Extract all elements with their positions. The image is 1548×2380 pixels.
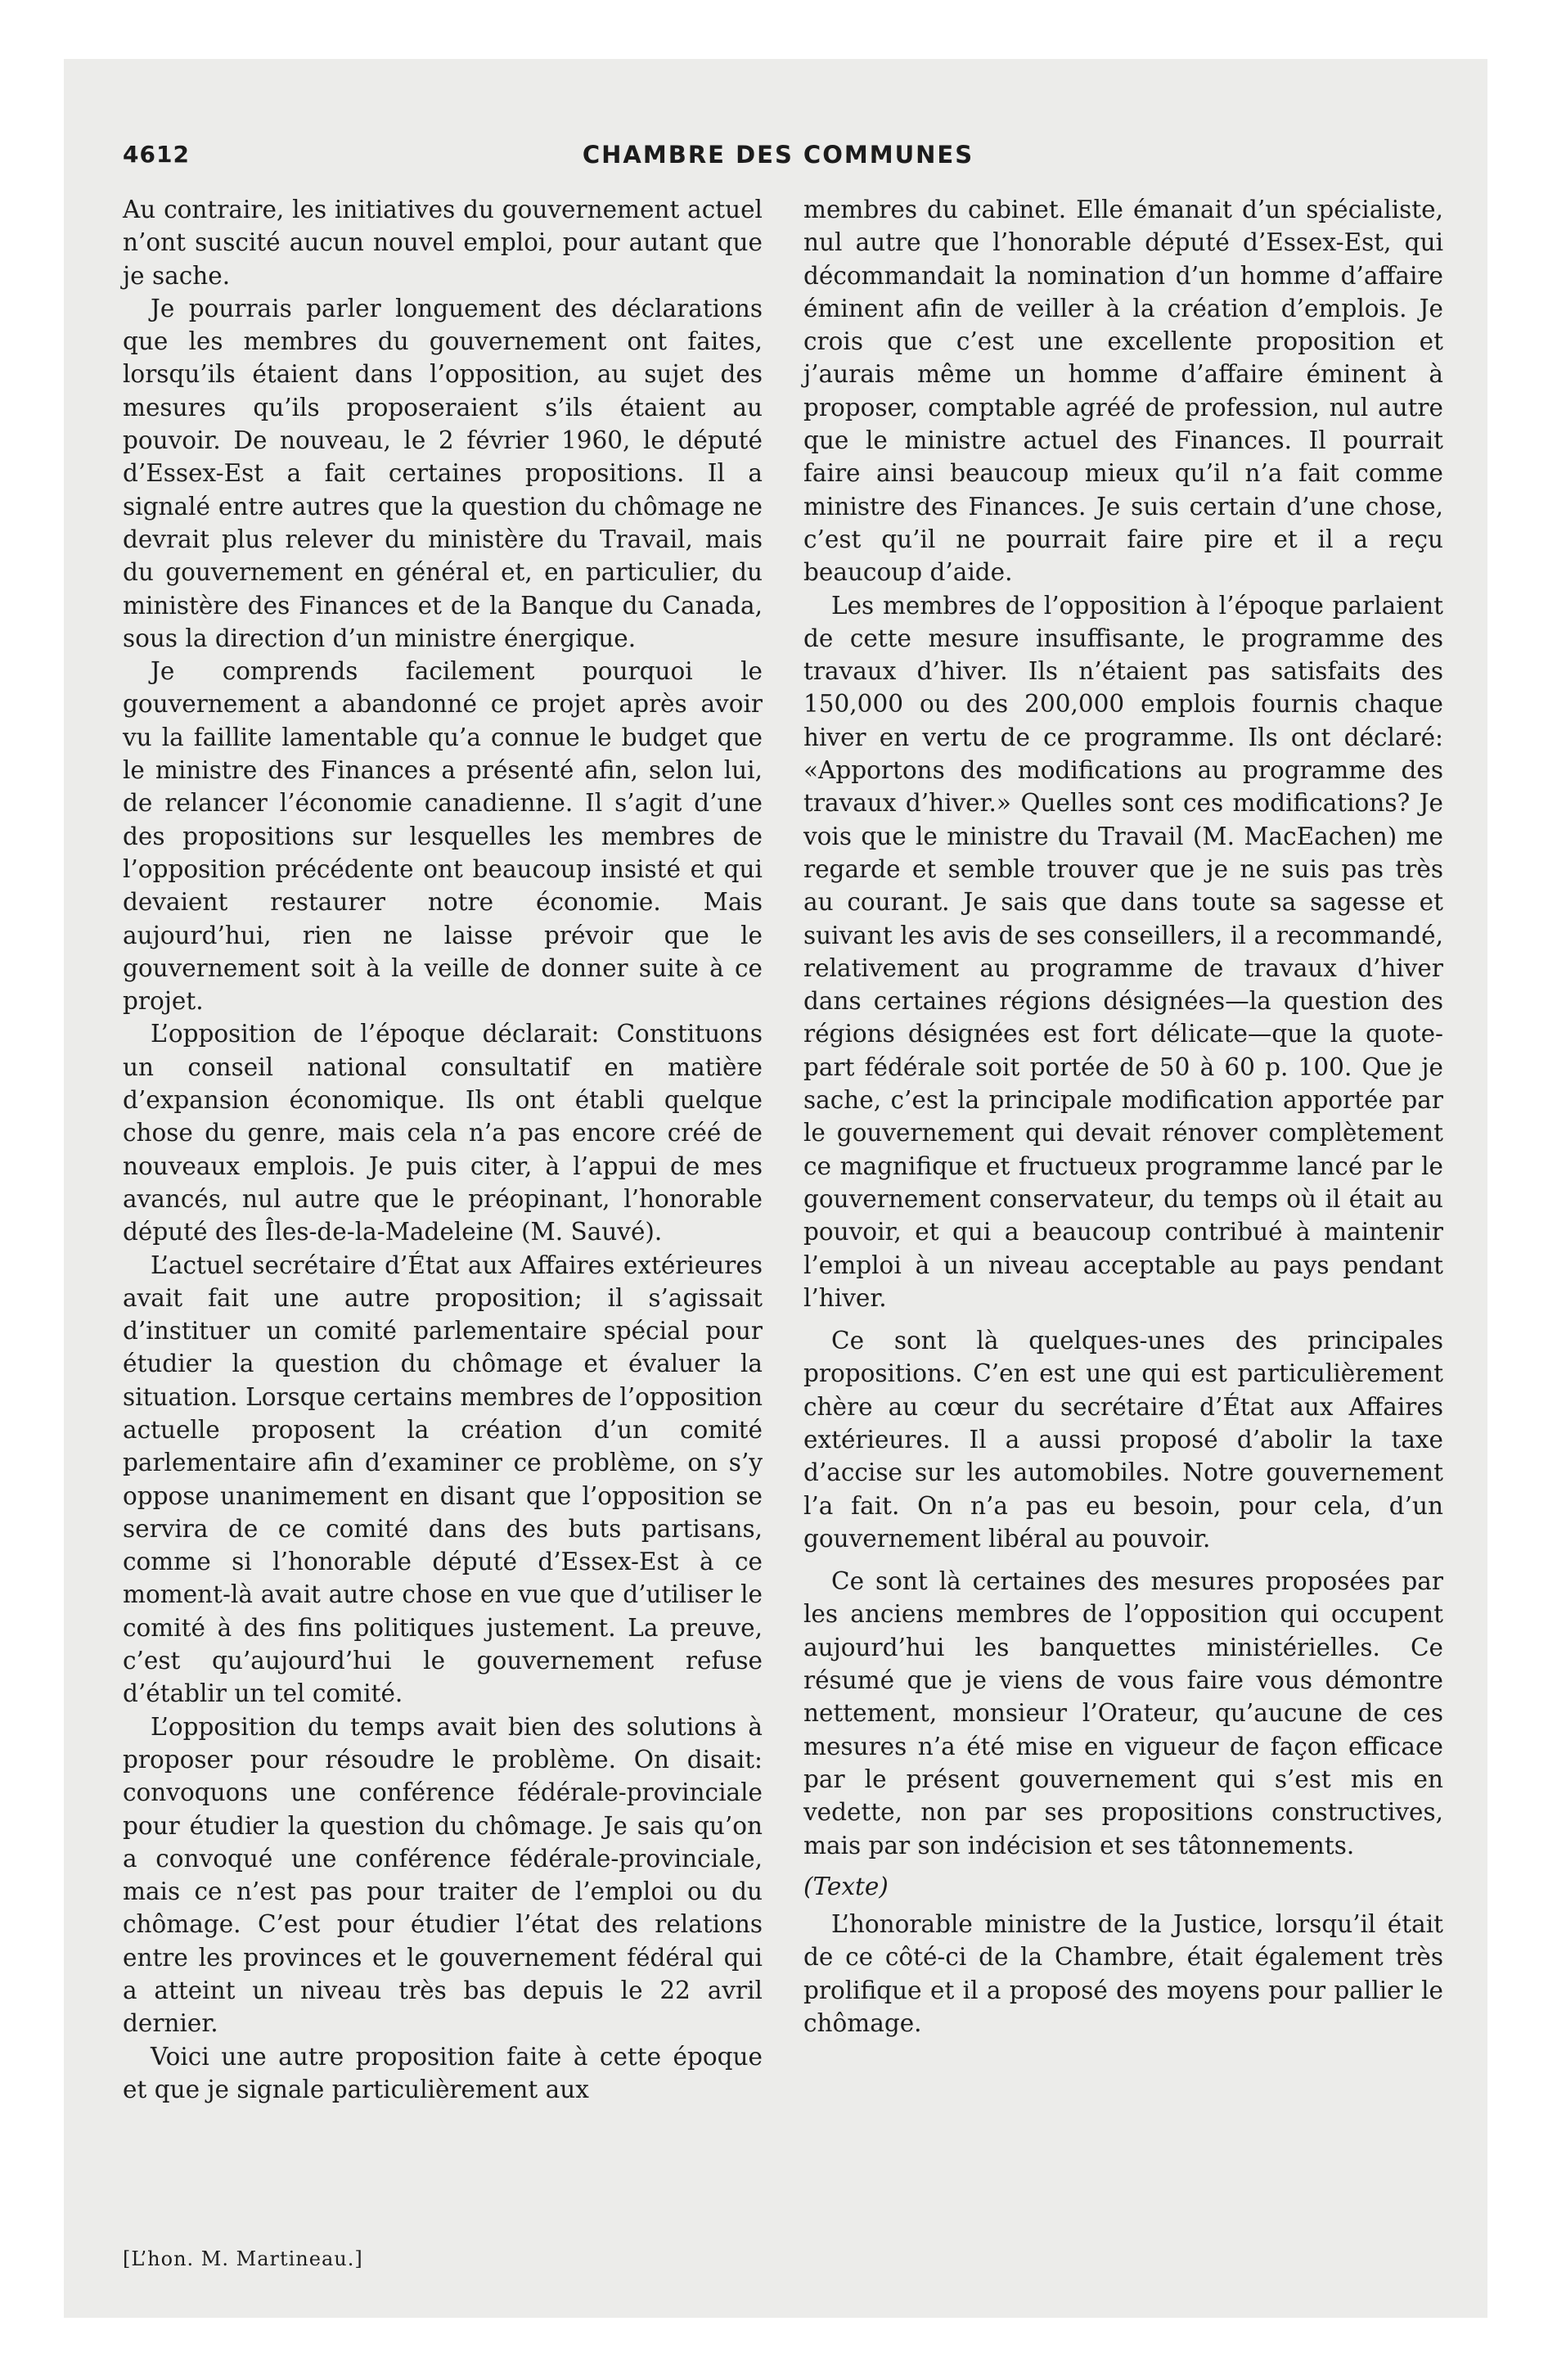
paragraph: membres du cabinet. Elle émanait d’un spécialiste, nul autre que l’honorable député d’Essex-Est, qui décommandait la nomination d’un homme d’affaire éminent afin de veiller à la création d’emplois. Je crois que c’est une excellente proposition et j’aurais même un homme d’affaire éminent à proposer, comptable agréé de profession, nul autre que le ministre actuel des Finances. Il pourrait faire ainsi beaucoup mieux qu’il n’a fait comme ministre des Finances. Je suis certain d’une chose, c’est qu’il ne pourrait faire pire et il a reçu beaucoup d’aide.	[803, 196, 1443, 587]
speaker-attribution: [L’hon. M. Martineau.]	[123, 2247, 363, 2270]
paragraph: L’honorable ministre de la Justice, lorsqu’il était de ce côté-ci de la Chambre, était également très prolifique et il a proposé des moyens pour pallier le chômage.	[803, 1910, 1443, 2038]
paragraph: L’opposition du temps avait bien des solutions à proposer pour résoudre le problème. On disait: convoquons une conférence fédérale-provinciale pour étudier la question du chômage. Je sais qu’on a convoqué une conférence fédérale-provinciale, mais ce n’est pas pour traiter de l’emploi ou du chômage. C’est pour étudier l’état des relations entre les provinces et le gouvernement fédéral qui a atteint un niveau très bas depuis le 22 avril dernier.	[123, 1712, 763, 2038]
paragraph: Voici une autre proposition faite à cette époque et que je signale particulièrement aux	[123, 2042, 763, 2103]
paragraph: Je comprends facilement pourquoi le gouvernement a abandonné ce projet après avoir vu la faillite lamentable qu’a connue le budget que le ministre des Finances a présenté afin, selon lui, de relancer l’économie canadienne. Il s’agit d’une des propositions sur lesquelles les membres de l’opposition précédente ont beaucoup insisté et qui devaient restaurer notre économie. Mais aujourd’hui, rien ne laisse prévoir que le gouvernement soit à la veille de donner suite à ce projet.	[123, 657, 763, 1016]
paragraph: Je pourrais parler longuement des déclarations que les membres du gouvernement ont faites, lorsqu’ils étaient dans l’opposition, au sujet des mesures qu’ils proposeraient s’ils étaient au pouvoir. De nouveau, le 2 février 1960, le député d’Essex-Est a fait certaines propositions. Il a signalé entre autres que la question du chômage ne devrait plus relever du ministère du Travail, mais du gouvernement en général et, en particulier, du ministère des Finances et de la Banque du Canada, sous la direction d’un ministre énergique.	[123, 294, 763, 652]
paragraph: Au contraire, les initiatives du gouvernement actuel n’ont suscité aucun nouvel emploi, pour autant que je sache.	[123, 196, 763, 290]
paragraph: Ce sont là certaines des mesures proposées par les anciens membres de l’opposition qui occupent aujourd’hui les banquettes ministérielles. Ce résumé que je viens de vous faire vous démontre nettement, monsieur l’Orateur, qu’aucune de ces mesures n’a été mise en vigueur de façon efficace par le présent gouvernement qui s’est mis en vedette, non par ses propositions constructives, mais par son indécision et ses tâtonnements.	[803, 1567, 1443, 1859]
page-number: 4612	[123, 141, 190, 168]
paragraph: Les membres de l’opposition à l’époque parlaient de cette mesure insuffisante, le programme des travaux d’hiver. Ils n’étaient pas satisfaits des 150,000 ou des 200,000 emplois fournis chaque hiver en vertu de ce programme. Ils ont déclaré: «Apportons des modifications au programme des travaux d’hiver.» Quelles sont ces modifications? Je vois que le ministre du Travail (M. MacEachen) me regarde et semble trouver que je ne suis pas très au courant. Je sais que dans toute sa sagesse et suivant les avis de ses conseillers, il a recommandé, relativement au programme de travaux d’hiver dans certaines régions désignées—la question des régions désignées est fort délicate—que la quote-part fédérale soit portée de 50 à 60 p. 100. Que je sache, c’est la principale modification apportée par le gouvernement qui devait rénover complètement ce magnifique et fructueux programme lancé par le gouvernement conservateur, du temps où il était au pouvoir, et qui a beaucoup contribué à maintenir l’emploi à un niveau acceptable au pays pendant l’hiver.	[803, 591, 1443, 1312]
left-column	[123, 193, 763, 2106]
paragraph: L’opposition de l’époque déclarait: Constituons un conseil national consultatif en matière d’expansion économique. Ils ont établi quelque chose du genre, mais cela n’a pas encore créé de nouveaux emplois. Je puis citer, à l’appui de mes avancés, nul autre que le préopinant, l’honorable député des Îles-de-la-Madeleine (M. Sauvé).	[123, 1020, 763, 1246]
running-head: CHAMBRE DES COMMUNES	[582, 141, 974, 169]
paragraph: L’actuel secrétaire d’État aux Affaires extérieures avait fait une autre proposition; il s’agissait d’instituer un comité parlementaire spécial pour étudier la question du chômage et évaluer la situation. Lorsque certains membres de l’opposition actuelle proposent la création d’un comité parlementaire afin d’examiner ce problème, on s’y oppose unanimement en disant que l’opposition se servira de ce comité dans des buts partisans, comme si l’honorable député d’Essex-Est à ce moment-là avait autre chose en vue que d’utiliser le comité à des fins politiques justement. La preuve, c’est qu’aujourd’hui le gouvernement refuse d’établir un tel comité.	[123, 1251, 763, 1708]
paragraph: Ce sont là quelques-unes des principales propositions. C’en est une qui est particulièrement chère au cœur du secrétaire d’État aux Affaires extérieures. Il a aussi proposé d’abolir la taxe d’accise sur les automobiles. Notre gouvernement l’a fait. On n’a pas eu besoin, pour cela, d’un gouvernement libéral au pouvoir.	[803, 1327, 1443, 1553]
page-header	[123, 141, 1433, 174]
stage-direction: (Texte)	[803, 1872, 889, 1900]
right-column	[803, 193, 1443, 2040]
